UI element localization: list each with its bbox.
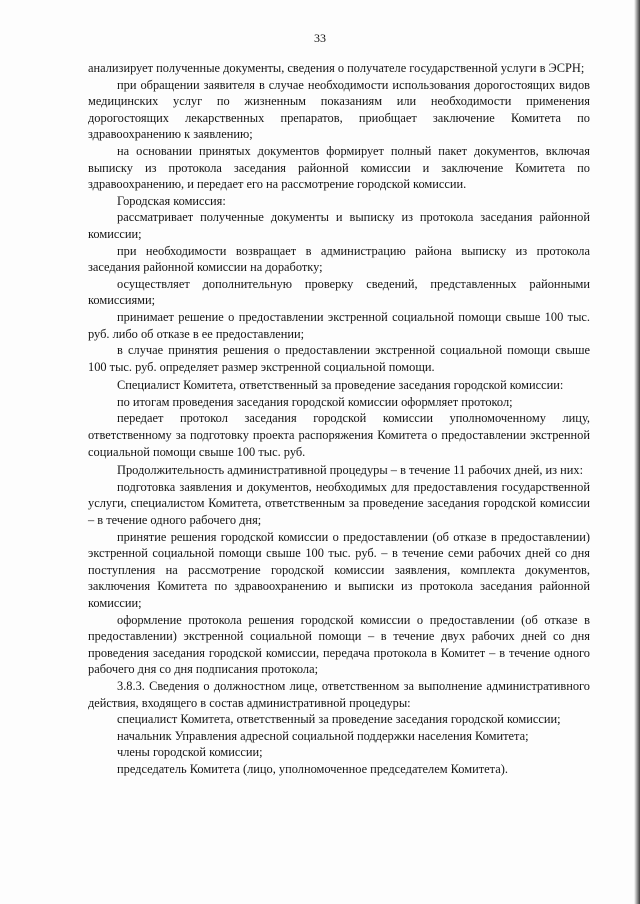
paragraph: Специалист Комитета, ответственный за проведение заседания городской комиссии: (117, 378, 564, 393)
paragraph: при обращении заявителя в случае необходимости использования дорогостоящих видов медицинских услуг по жизненным показаниям или необходимости применения дорогостоящих лекарственных препаратов, приобщает заключение Комитета по здравоохранению к заявлению; (88, 77, 590, 142)
paragraph: рассматривает полученные документы и выписку из протокола заседания районной комиссии; (88, 210, 590, 241)
paragraph: принимает решение о предоставлении экстренной социальной помощи свыше 100 тыс. руб. либо об отказе в ее предоставлении; (88, 309, 590, 341)
paragraph: анализирует полученные документы, сведения о получателе государственной услуги в ЭСРН; (88, 61, 585, 75)
paragraph: оформление протокола решения городской комиссии о предоставлении (об отказе в предоставлении) экстренной социальной помощи – в течение двух рабочих дней со дня проведения заседания городской комиссии, передача протокола в Комитет – в течение одного рабочего дня со дня подписания протокола; (88, 612, 590, 677)
paragraph: председатель Комитета (лицо, уполномоченное председателем Комитета). (117, 761, 508, 776)
paragraph: передает протокол заседания городской комиссии уполномоченному лицу, ответственному за подготовку проекта распоряжения Комитета о предоставлении экстренной социальной помощи свыше 100 тыс. руб. (88, 411, 590, 459)
paragraph: на основании принятых документов формирует полный пакет документов, включая выписку из протокола заседания районной комиссии и заключение Комитета по здравоохранению, и передает его на рассмотрение городской комиссии. (88, 143, 590, 192)
paragraph: осуществляет дополнительную проверку сведений, представленных районными комиссиями; (88, 276, 590, 308)
document-body (88, 60, 590, 778)
paragraph: при необходимости возвращает в администрацию района выписку из протокола заседания районной комиссии на доработку; (88, 243, 590, 275)
paragraph: Продолжительность административной процедуры – в течение 11 рабочих дней, из них: (117, 463, 584, 478)
page-number: 33 (314, 31, 326, 45)
paragraph: 3.8.3. Сведения о должностном лице, ответственном за выполнение административного действия, входящего в состав административной процедуры: (88, 678, 590, 710)
paragraph: Городская комиссия: (117, 193, 226, 208)
page-edge-shadow (634, 0, 640, 904)
paragraph: подготовка заявления и документов, необходимых для предоставления государственной услуги, специалистом Комитета, ответственным за проведение заседания городской комиссии – в течение одного рабочего дня; (88, 479, 590, 528)
paragraph: в случае принятия решения о предоставлении экстренной социальной помощи свыше 100 тыс. руб. определяет размер экстренной социальной помощи. (88, 343, 590, 374)
paragraph: принятие решения городской комиссии о предоставлении (об отказе в предоставлении) экстренной социальной помощи свыше 100 тыс. руб. – в течение семи рабочих дней со дня поступления на рассмотрение городской комиссии заявления, комплекта документов, заключения Комитета по здравоохранению и выписки из протокола заседания районной комиссии; (88, 529, 590, 610)
paragraph: члены городской комиссии; (117, 745, 263, 760)
paragraph: начальник Управления адресной социальной поддержки населения Комитета; (117, 728, 529, 743)
paragraph: по итогам проведения заседания городской комиссии оформляет протокол; (117, 394, 513, 409)
paragraph: специалист Комитета, ответственный за проведение заседания городской комиссии; (117, 712, 561, 727)
